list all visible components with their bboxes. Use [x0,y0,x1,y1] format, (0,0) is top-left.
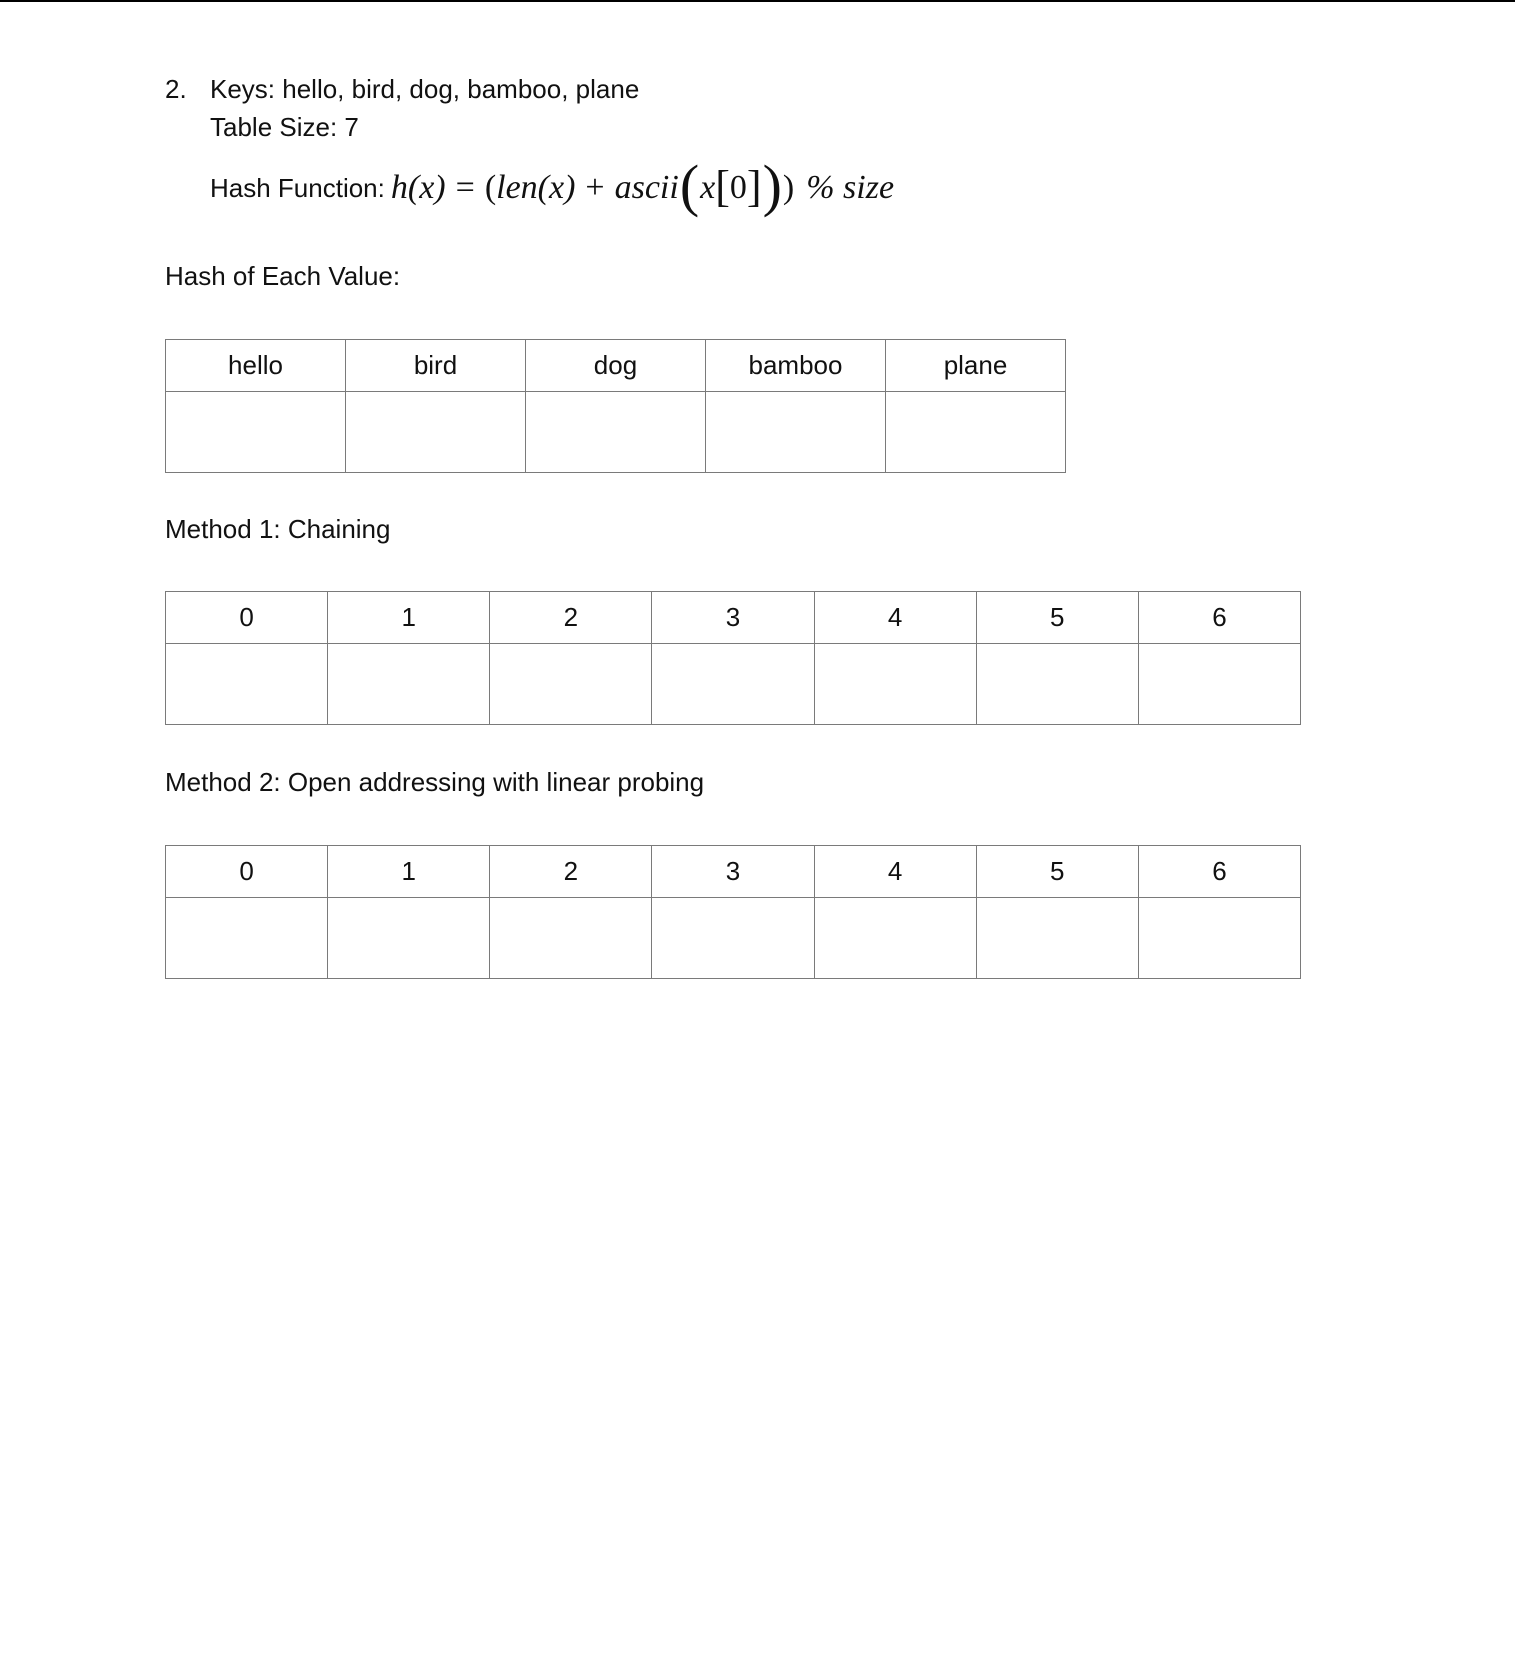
chaining-heading: Method 1: Chaining [165,514,391,544]
chaining-value-cell[interactable] [814,644,976,725]
chaining-slot-3: 3 [652,592,814,644]
chaining-table [165,591,1301,725]
hash-function-formula [390,153,895,218]
formula-len-term: len(x) [496,169,576,206]
formula-mod-term: % size [806,169,895,206]
formula-close-paren: ) [782,169,795,206]
hash-value-cell[interactable] [346,392,526,473]
probing-heading: Method 2: Open addressing with linear probing [165,767,705,797]
hash-value-cell[interactable] [886,392,1066,473]
chaining-value-cell[interactable] [328,644,490,725]
chaining-slot-6: 6 [1138,592,1300,644]
keys-line: Keys: hello, bird, dog, bamboo, plane [210,74,640,104]
formula-plus: + [585,169,605,206]
probing-header-row [166,846,1301,898]
probing-slot-4: 4 [814,846,976,898]
probing-value-cell[interactable] [652,898,814,979]
chaining-slot-2: 2 [490,592,652,644]
probing-value-cell[interactable] [490,898,652,979]
probing-slot-6: 6 [1138,846,1300,898]
chaining-value-cell[interactable] [652,644,814,725]
chaining-value-cell[interactable] [1138,644,1300,725]
formula-ascii-term: ascii [614,169,679,206]
chaining-slot-1: 1 [328,592,490,644]
formula-big-close-paren: ) [762,153,782,218]
probing-slot-1: 1 [328,846,490,898]
hash-header-bamboo: bamboo [706,340,886,392]
probing-value-row [166,898,1301,979]
chaining-value-cell[interactable] [976,644,1138,725]
formula-equals: = [455,169,475,206]
probing-value-cell[interactable] [166,898,328,979]
table-size-line: Table Size: 7 [210,112,359,142]
hash-function-row [210,153,895,218]
hash-header-plane: plane [886,340,1066,392]
formula-lhs: h(x) [390,169,446,206]
chaining-slot-4: 4 [814,592,976,644]
probing-slot-0: 0 [166,846,328,898]
hash-values-table [165,339,1066,473]
hash-value-cell[interactable] [526,392,706,473]
probing-value-cell[interactable] [328,898,490,979]
probing-value-cell[interactable] [976,898,1138,979]
chaining-slot-5: 5 [976,592,1138,644]
chaining-value-cell[interactable] [166,644,328,725]
top-rule [0,0,1515,2]
formula-bracket-open: [ [715,162,730,211]
hash-header-dog: dog [526,340,706,392]
probing-table [165,845,1301,979]
formula-index: 0 [729,169,747,206]
formula-big-open-paren: ( [679,153,700,218]
hash-value-cell[interactable] [706,392,886,473]
question-number: 2. [165,74,187,104]
probing-slot-2: 2 [490,846,652,898]
chaining-header-row [166,592,1301,644]
hash-function-label: Hash Function: [210,172,385,203]
probing-slot-3: 3 [652,846,814,898]
chaining-slot-0: 0 [166,592,328,644]
probing-value-cell[interactable] [814,898,976,979]
hash-section-heading: Hash of Each Value: [165,261,401,291]
hash-value-cell[interactable] [166,392,346,473]
chaining-value-row [166,644,1301,725]
hash-header-hello: hello [166,340,346,392]
formula-open-paren: ( [484,169,497,206]
hash-value-row [166,392,1066,473]
formula-x: x [700,169,716,206]
probing-value-cell[interactable] [1138,898,1300,979]
formula-bracket-close: ] [746,162,762,211]
hash-header-bird: bird [346,340,526,392]
probing-slot-5: 5 [976,846,1138,898]
chaining-value-cell[interactable] [490,644,652,725]
hash-header-row [166,340,1066,392]
